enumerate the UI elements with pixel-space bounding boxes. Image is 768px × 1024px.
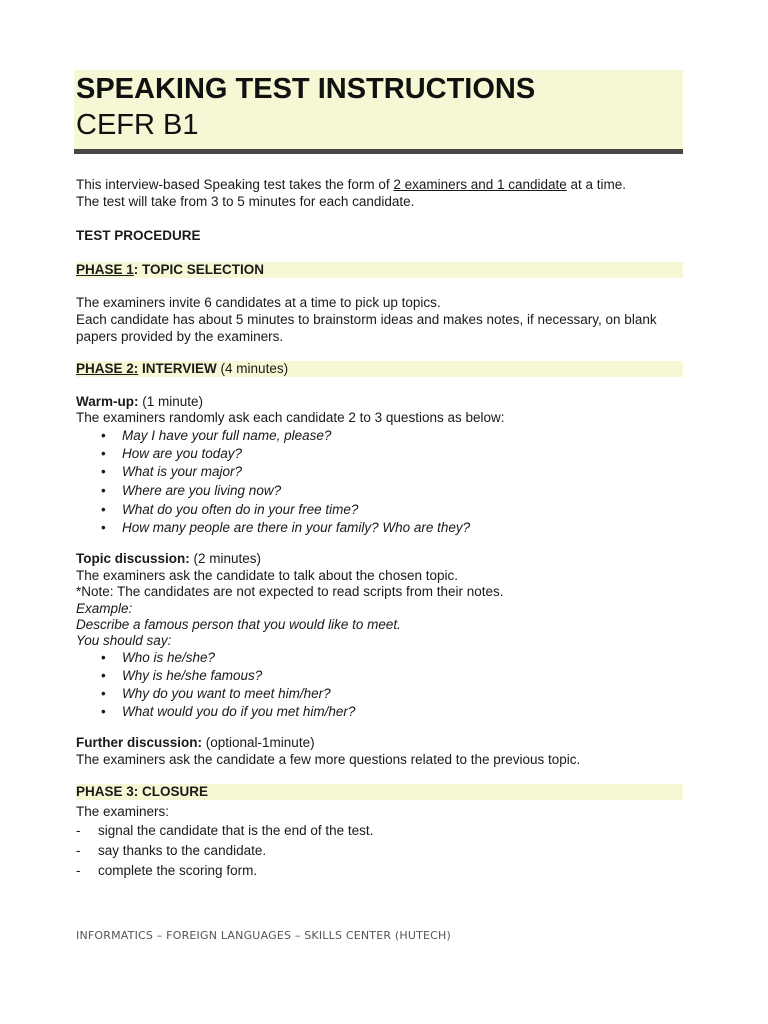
intro-text: This interview-based Speaking test takes the form of [76, 177, 394, 192]
intro-text-end: at a time. [566, 177, 627, 192]
further-label: Further discussion: [76, 735, 203, 750]
further-duration: (optional-1minute) [202, 735, 315, 750]
list-item [76, 519, 683, 537]
list-item [76, 649, 683, 667]
page-footer: INFORMATICS – FOREIGN LANGUAGES – SKILLS CENTER (HUTECH) [76, 929, 452, 942]
phase3-intro: The examiners: [76, 804, 170, 819]
intro-line-1 [76, 177, 683, 194]
phase3-heading: PHASE 3: CLOSURE [76, 784, 683, 800]
phase2-title: INTERVIEW [138, 361, 217, 376]
document-subtitle: CEFR B1 [76, 109, 199, 141]
phase2-heading [76, 361, 683, 377]
topic-label: Topic discussion: [76, 551, 190, 566]
title-block [74, 70, 683, 154]
question-text: Where are you living now? [122, 483, 282, 498]
warmup-heading [76, 394, 683, 411]
list-item [76, 861, 683, 881]
dash: - [76, 823, 81, 838]
warmup-intro: The examiners randomly ask each candidate 2 to 3 questions as below: [76, 410, 505, 425]
bullet: • [101, 650, 106, 665]
intro-line-2: The test will take from 3 to 5 minutes for each candidate. [76, 194, 415, 209]
list-item [76, 463, 683, 481]
list-item [76, 667, 683, 685]
prompt-text: What would you do if you met him/her? [122, 704, 356, 719]
list-item [76, 841, 683, 861]
closure-item-text: say thanks to the candidate. [98, 843, 267, 858]
bullet: • [101, 446, 106, 461]
bullet: • [101, 483, 106, 498]
warmup-duration: (1 minute) [138, 394, 204, 409]
prompt-text: Why is he/she famous? [122, 668, 263, 683]
prompt-text: Who is he/she? [122, 650, 216, 665]
further-discussion-heading [76, 735, 683, 752]
intro-underlined-text: 2 examiners and 1 candidate [393, 177, 567, 192]
bullet: • [101, 464, 106, 479]
list-item [76, 481, 683, 500]
question-text: How are you today? [122, 446, 243, 461]
list-item [76, 500, 683, 519]
question-text: How many people are there in your family? Who are they? [122, 520, 471, 535]
warmup-question-list [76, 427, 683, 537]
topic-example-label: Example: [76, 601, 133, 616]
dash: - [76, 863, 81, 878]
bullet: • [101, 428, 106, 443]
closure-item-text: signal the candidate that is the end of the test. [98, 823, 374, 838]
prompt-text: Why do you want to meet him/her? [122, 686, 331, 701]
topic-should-say: You should say: [76, 633, 172, 648]
phase1-heading [76, 262, 683, 278]
bullet: • [101, 520, 106, 535]
bullet: • [101, 668, 106, 683]
list-item [76, 821, 683, 841]
list-item [76, 685, 683, 703]
topic-line-1: The examiners ask the candidate to talk about the chosen topic. [76, 568, 458, 583]
closure-item-text: complete the scoring form. [98, 863, 258, 878]
further-line-1: The examiners ask the candidate a few more questions related to the previous topic. [76, 752, 581, 767]
phase1-line-2: Each candidate has about 5 minutes to brainstorm ideas and makes notes, if necessary, on blank [76, 312, 657, 327]
topic-note: *Note: The candidates are not expected to read scripts from their notes. [76, 584, 504, 599]
procedure-heading: TEST PROCEDURE [76, 228, 201, 243]
phase2-label: PHASE 2: [76, 361, 139, 376]
topic-duration: (2 minutes) [189, 551, 262, 566]
list-item [76, 703, 683, 721]
topic-prompt-list [76, 649, 683, 721]
topic-example-task: Describe a famous person that you would like to meet. [76, 617, 401, 632]
question-text: What is your major? [122, 464, 243, 479]
phase1-label: PHASE 1 [76, 262, 134, 277]
list-item [76, 445, 683, 463]
warmup-label: Warm-up: [76, 394, 139, 409]
phase1-line-3: papers provided by the examiners. [76, 329, 284, 344]
phase3-list [76, 821, 683, 881]
topic-discussion-heading [76, 551, 683, 568]
dash: - [76, 843, 81, 858]
bullet: • [101, 704, 106, 719]
bullet: • [101, 686, 106, 701]
phase2-duration: (4 minutes) [216, 361, 289, 376]
document-title: SPEAKING TEST INSTRUCTIONS [76, 73, 536, 105]
list-item [76, 427, 683, 445]
phase1-line-1: The examiners invite 6 candidates at a time to pick up topics. [76, 295, 441, 310]
bullet: • [101, 502, 106, 517]
phase1-title: : TOPIC SELECTION [133, 262, 265, 277]
question-text: What do you often do in your free time? [122, 502, 359, 517]
question-text: May I have your full name, please? [122, 428, 332, 443]
